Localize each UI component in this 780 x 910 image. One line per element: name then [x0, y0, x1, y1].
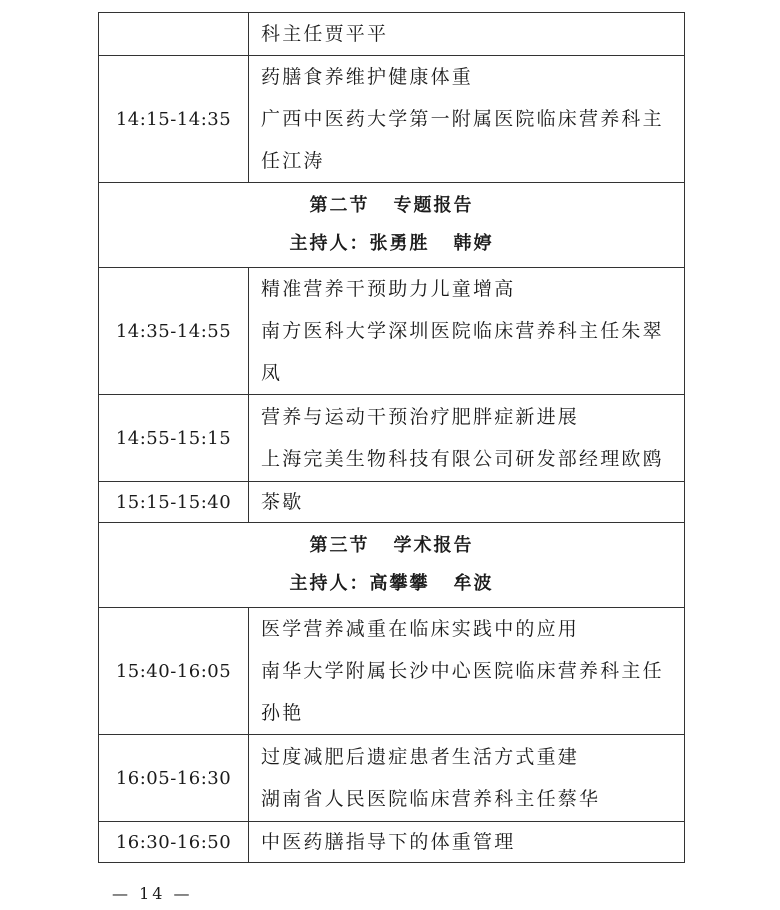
- section-name: 专题报告: [393, 195, 474, 216]
- content-cell: [249, 13, 685, 56]
- section-number: 第三节: [309, 535, 370, 556]
- talk-speaker: 南华大学附属长沙中心医院临床营养科主任: [261, 660, 664, 682]
- section-title: [99, 183, 684, 225]
- talk-speaker: 科主任贾平平: [261, 23, 389, 45]
- page-number: — 14 —: [112, 884, 193, 903]
- time-cell: 14:15-14:35: [99, 56, 249, 183]
- talk-title: 医学营养减重在临床实践中的应用: [261, 618, 580, 640]
- host-name: 韩婷: [453, 233, 494, 254]
- time-cell: 14:35-14:55: [99, 268, 249, 395]
- table-row: [99, 395, 685, 482]
- host-label: 主持人：: [289, 573, 370, 594]
- time-cell: 14:55-15:15: [99, 395, 249, 482]
- content-cell: [249, 395, 685, 482]
- section-title: [99, 523, 684, 565]
- talk-title: 精准营养干预助力儿童增高: [261, 278, 516, 300]
- table-row: [99, 735, 685, 822]
- host-name: 张勇胜: [369, 233, 430, 254]
- host-name: 高攀攀: [369, 573, 430, 594]
- time-cell: 15:15-15:40: [99, 482, 249, 523]
- content-cell: [249, 822, 685, 863]
- table-row: [99, 13, 685, 56]
- talk-title: 营养与运动干预治疗肥胖症新进展: [261, 406, 580, 428]
- host-label: 主持人：: [289, 233, 370, 254]
- talk-speaker: 上海完美生物科技有限公司研发部经理欧鸥: [261, 448, 664, 470]
- content-cell: [249, 608, 685, 735]
- table-row: [99, 822, 685, 863]
- time-cell: [99, 13, 249, 56]
- section-cell: [99, 523, 685, 608]
- time-cell: 16:30-16:50: [99, 822, 249, 863]
- section-number: 第二节: [309, 195, 370, 216]
- content-cell: [249, 268, 685, 395]
- table-row: [99, 268, 685, 395]
- time-cell: 15:40-16:05: [99, 608, 249, 735]
- talk-speaker: 南方医科大学深圳医院临床营养科主任朱翠: [261, 320, 664, 342]
- time-cell: 16:05-16:30: [99, 735, 249, 822]
- section-hosts: [99, 565, 684, 607]
- section-name: 学术报告: [393, 535, 474, 556]
- talk-speaker: 凤: [261, 362, 283, 384]
- talk-speaker: 广西中医药大学第一附属医院临床营养科主: [261, 108, 664, 130]
- content-cell: [249, 735, 685, 822]
- talk-title: 过度减肥后遗症患者生活方式重建: [261, 746, 580, 768]
- talk-speaker: 任江涛: [261, 150, 325, 172]
- section-header: [99, 523, 685, 608]
- talk-speaker: 孙艳: [261, 702, 304, 724]
- schedule-table: [98, 12, 685, 863]
- section-hosts: [99, 225, 684, 267]
- section-header: [99, 183, 685, 268]
- content-cell: [249, 56, 685, 183]
- table-row: [99, 482, 685, 523]
- talk-speaker: 湖南省人民医院临床营养科主任蔡华: [261, 788, 601, 810]
- host-name: 牟波: [453, 573, 494, 594]
- table-row: [99, 608, 685, 735]
- table-row: [99, 56, 685, 183]
- talk-title: 药膳食养维护健康体重: [261, 66, 474, 88]
- content-cell: [249, 482, 685, 523]
- section-cell: [99, 183, 685, 268]
- break-label: 茶歇: [261, 491, 304, 513]
- talk-title: 中医药膳指导下的体重管理: [261, 831, 516, 853]
